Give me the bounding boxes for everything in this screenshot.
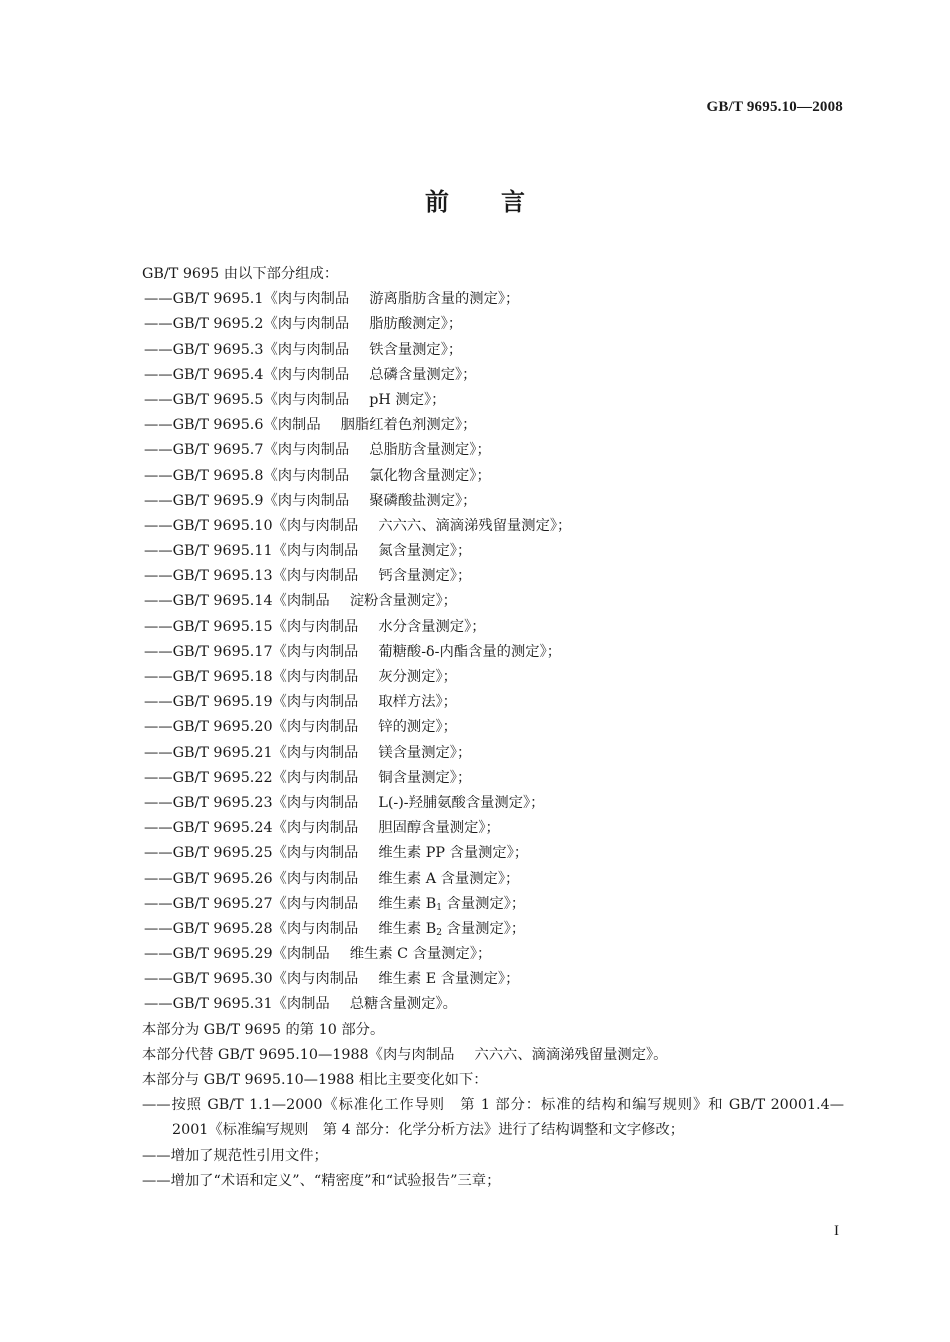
list-item: ——GB/T 9695.13《肉与肉制品 钙含量测定》； [144, 568, 472, 585]
list-item: ——GB/T 9695.25《肉与肉制品 维生素 PP 含量测定》； [144, 845, 529, 862]
standard-code: GB/T 9695.10—2008 [706, 99, 843, 115]
statement-changes-intro: 本部分与 GB/T 9695.10—1988 相比主要变化如下： [142, 1072, 488, 1088]
list-item: ——GB/T 9695.10《肉与肉制品 六六六、滴滴涕残留量测定》； [144, 517, 572, 534]
list-item: ——GB/T 9695.17《肉与肉制品 葡糖酸-δ-内酯含量的测定》； [144, 643, 562, 660]
list-item: ——GB/T 9695.24《肉与肉制品 胆固醇含量测定》； [144, 820, 500, 837]
list-item: ——GB/T 9695.19《肉与肉制品 取样方法》； [144, 694, 457, 711]
change-item: ——增加了“术语和定义”、“精密度”和“试验报告”三章； [142, 1172, 501, 1189]
list-item: ——GB/T 9695.4《肉与肉制品 总磷含量测定》； [144, 366, 477, 383]
page-title: 前言 [425, 188, 577, 216]
list-item: ——GB/T 9695.29《肉制品 维生素 C 含量测定》； [144, 946, 492, 963]
list-item: ——GB/T 9695.31《肉制品 总糖含量测定》。 [144, 996, 457, 1013]
intro-line: GB/T 9695 由以下部分组成： [142, 266, 339, 282]
list-item: ——GB/T 9695.7《肉与肉制品 总脂肪含量测定》； [144, 442, 491, 459]
list-item: ——GB/T 9695.15《肉与肉制品 水分含量测定》； [144, 618, 486, 635]
list-item: ——GB/T 9695.11《肉与肉制品 氮含量测定》； [144, 543, 472, 560]
parts-list-tail [142, 942, 844, 1018]
list-item: ——GB/T 9695.6《肉制品 胭脂红着色剂测定》； [144, 417, 477, 434]
change-item: ——按照 GB/T 1.1—2000《标准化工作导则 第 1 部分：标准的结构和编写规则》和 GB/T 20001.4—2001《标准编写规则 第 4 部分：化学分析方法》进行了结构调整和文字修改； [142, 1097, 844, 1139]
list-item: ——GB/T 9695.2《肉与肉制品 脂肪酸测定》； [144, 316, 463, 333]
list-item: ——GB/T 9695.9《肉与肉制品 聚磷酸盐测定》； [144, 492, 477, 509]
list-item: ——GB/T 9695.23《肉与肉制品 L(-)-羟脯氨酸含量测定》； [144, 794, 545, 811]
list-item: ——GB/T 9695.8《肉与肉制品 氯化物含量测定》； [144, 467, 491, 484]
list-item: ——GB/T 9695.5《肉与肉制品 pH 测定》； [144, 391, 446, 408]
list-item: ——GB/T 9695.1《肉与肉制品 游离脂肪含量的测定》； [144, 291, 520, 308]
list-item: ——GB/T 9695.22《肉与肉制品 铜含量测定》； [144, 769, 472, 786]
list-item: ——GB/T 9695.28《肉与肉制品 维生素 $B_2$ 含量测定》； [144, 920, 526, 938]
parts-list [142, 287, 844, 892]
list-item: ——GB/T 9695.30《肉与肉制品 维生素 E 含量测定》； [144, 971, 520, 988]
list-item: ——GB/T 9695.3《肉与肉制品 铁含量测定》； [144, 341, 463, 358]
list-item: ——GB/T 9695.21《肉与肉制品 镁含量测定》； [144, 744, 472, 761]
document-body [142, 262, 844, 1194]
page-number: I [834, 1223, 839, 1239]
change-item: ——增加了规范性引用文件； [142, 1147, 328, 1164]
list-item: ——GB/T 9695.14《肉制品 淀粉含量测定》； [144, 593, 457, 610]
list-item: ——GB/T 9695.27《肉与肉制品 维生素 $B_1$ 含量测定》； [144, 895, 526, 913]
list-item: ——GB/T 9695.26《肉与肉制品 维生素 A 含量测定》； [144, 870, 520, 887]
list-item: ——GB/T 9695.20《肉与肉制品 锌的测定》； [144, 719, 457, 736]
statement-replaces: 本部分代替 GB/T 9695.10—1988《肉与肉制品 六六六、滴滴涕残留量测定》。 [142, 1046, 668, 1063]
list-item: ——GB/T 9695.18《肉与肉制品 灰分测定》； [144, 669, 457, 685]
statement-part-of: 本部分为 GB/T 9695 的第 10 部分。 [142, 1021, 385, 1038]
